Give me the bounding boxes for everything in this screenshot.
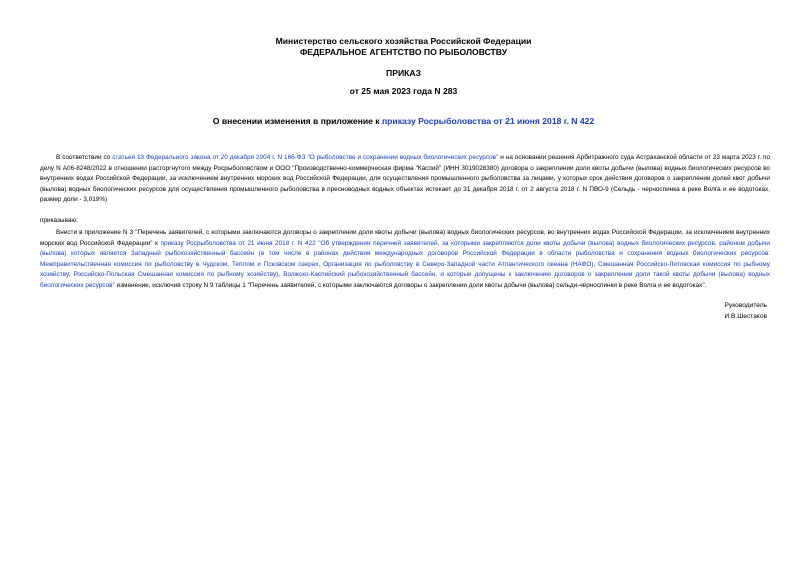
- order-paragraph: [40, 228, 770, 292]
- signature-block: [724, 301, 767, 322]
- signatory-position: Руководитель: [724, 302, 767, 309]
- preamble-text-start: В соответствии со: [56, 154, 113, 161]
- order-directive-word: приказываю:: [40, 217, 78, 224]
- title-text: О внесении изменения в приложение к: [212, 116, 382, 126]
- signatory-name: И.В.Шестаков: [724, 312, 767, 320]
- order-text-start: Внести в приложение N 3 "Перечень заявителей, с которыми заключаются договоры о закреплении доли квоты добычи (вылова) водных биологических ресурсов, во внутренних водах Российской Федерации, за исключением внутренних морских вод Российской Федерации" к: [40, 229, 770, 247]
- federal-law-link[interactable]: статьей 13 Федерального закона от 20 декабря 2004 г. N 166-ФЗ "О рыболовстве и сохранении водных биологических ресурсов": [112, 154, 499, 161]
- preamble-paragraph: [40, 153, 770, 206]
- document-header: [0, 36, 807, 58]
- preamble-text-end: и на основании решения Арбитражного суда Астраханской области от 23 марта 2023 г. по делу N А06-8248/2022 в отношении расторгнутого между Росрыболовством и ООО "Производственно-коммерческая фирма "Каспий" (ИНН 3019028380) договора о закреплении доли квоты добычи (вылова) водных биологических ресурсов во внутренних водах Российской Федерации, за исключением внутренних морских вод Российской Федерации, для осуществления промышленного рыболовства за лицами, у которых срок действия договоров о закреплении долей квот добычи (вылова) водных биологических ресурсов для осуществления промышленного рыболовства в пресноводных водных объектах истекает до 31 декабря 2018 г. от 2 августа 2018 г. N ПВО-9 (Сельдь - черноспинка в реке Волга и ее водотоках, размер доли - 3,019%): [40, 154, 770, 204]
- order-date: от 25 мая 2023 года N 283: [349, 86, 458, 96]
- title-link[interactable]: приказу Росрыболовства от 21 июня 2018 г. N 422: [381, 116, 595, 126]
- order-422-link[interactable]: приказу Росрыболовства от 21 июня 2018 г. N 422 "Об утверждении перечней заявителей, за которыми закрепляются доли квоты добычи (вылова) водных биологических ресурсов, районом добычи (вылова) которых является Западный рыбохозяйственный бассейн (в том числе в районах действия международных договоров Российской Федерации в области рыболовства и сохранения водных биологических ресурсов: Межправительственная комиссия по рыболовству в Чудском, Теплом и Псковском озерах, Организация по рыболовству в Северо-Западной части Атлантического океана (НАФО), Смешанная Российско-Литовская комиссия по рыбному хозяйству, Российско-Польская Смешанная комиссия по рыбному хозяйству), Волжско-Каспийский рыбохозяйственный бассейн, и которые допущены к заключению договоров о закреплении доли такой квоты добычи (вылова) водных биологических ресурсов": [40, 239, 770, 289]
- order-label: ПРИКАЗ: [386, 68, 421, 78]
- ministry-name: Министерство сельского хозяйства Российской Федерации: [275, 36, 532, 46]
- document-title: [0, 116, 807, 126]
- order-text-end: изменение, исключив строку N 9 таблицы 1 "Перечень заявителей, с которыми заключаются договоры о закреплении доли квоты добычи (вылова) сельди-черноспинки в реке Волга и ее водотоках".: [114, 281, 707, 289]
- agency-name: ФЕДЕРАЛЬНОЕ АГЕНТСТВО ПО РЫБОЛОВСТВУ: [299, 47, 508, 57]
